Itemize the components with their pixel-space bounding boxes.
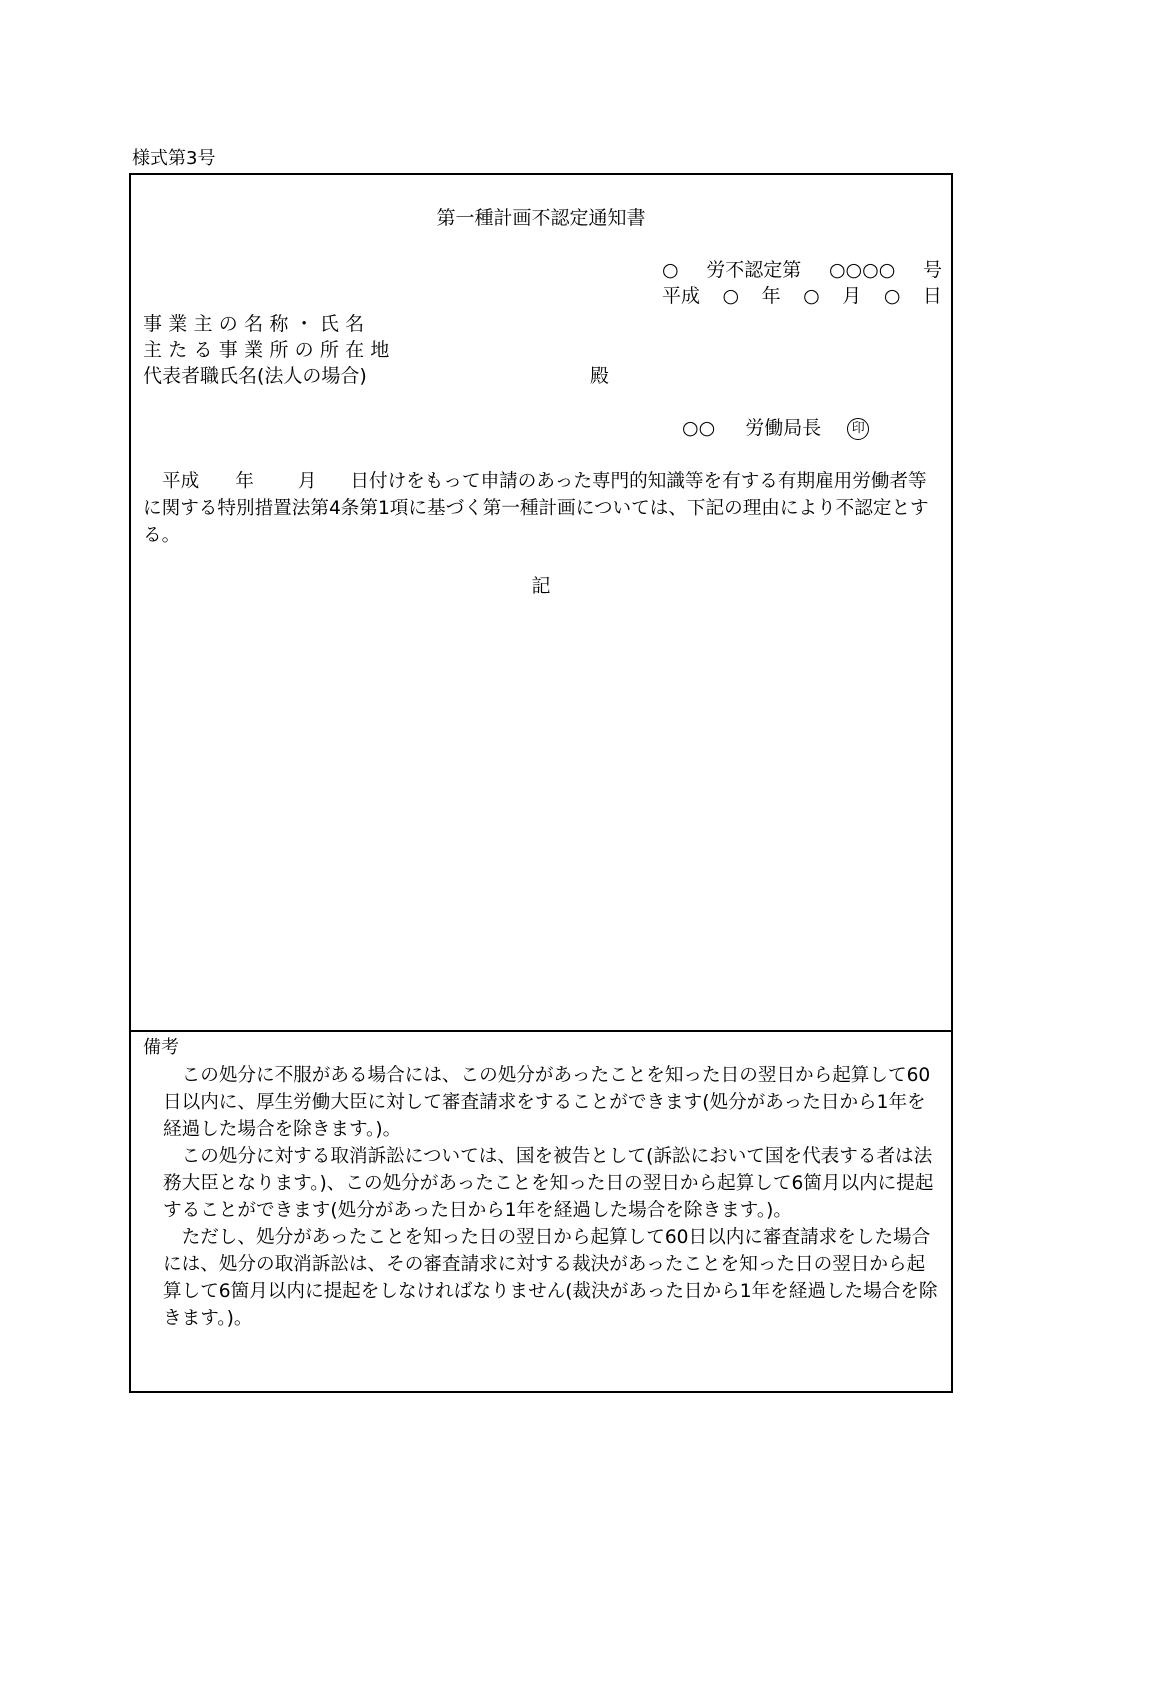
remarks-paragraph-3: ただし、処分があったことを知った日の翌日から起算して60日以内に審査請求をした場合には、処分の取消訴訟は、その審査請求に対する裁決があったことを知った日の翌日から起算して6箇月以内に提起をしなければなりません(裁決があった日から1年を経過した場合を除きます。)。	[163, 1227, 938, 1329]
body-text: 日付けをもって申請のあった専門的知識等を有する有期雇用労働者等に関する特別措置法第4条第1項に基づく第一種計画については、下記の理由により不認定とする。	[143, 471, 929, 546]
notice-date-month-unit: 月	[842, 285, 862, 307]
notice-date-month: ○	[803, 285, 820, 307]
seal-icon: 印	[847, 418, 869, 440]
addressee-block	[143, 311, 396, 389]
addressee-name-label: 事業主の名称・氏名	[143, 313, 371, 335]
ki-label: 記	[531, 575, 551, 597]
remarks-paragraph-2: この処分に対する取消訴訟については、国を被告として(訴訟において国を代表する者は法務大臣となります。)、この処分があったことを知った日の翌日から起算して6箇月以内に提起することができます(処分があった日から1年を経過した場合を除きます。)。	[163, 1146, 934, 1221]
notice-number	[662, 257, 942, 283]
notice-date-year: ○	[722, 285, 740, 307]
notice-date-year-unit: 年	[761, 285, 781, 307]
remarks-heading: 備考	[143, 1037, 179, 1058]
notice-number-suffix: 号	[922, 259, 942, 281]
remarks-body	[163, 1062, 943, 1332]
form-number: 様式第3号	[132, 148, 216, 169]
issuer-title: 労働局長	[745, 417, 822, 439]
addressee-representative-label: 代表者職氏名(法人の場合)	[143, 365, 367, 387]
notice-date-day-unit: 日	[922, 285, 942, 307]
addressee-honorific: 殿	[590, 365, 610, 387]
notice-body	[143, 468, 943, 549]
notice-number-value: ○○○○	[828, 259, 896, 281]
notice-date-day: ○	[883, 285, 901, 307]
body-month-unit: 月	[297, 471, 317, 492]
notice-date	[662, 283, 942, 309]
body-year-unit: 年	[235, 471, 254, 492]
notice-date-era: 平成	[662, 285, 701, 307]
notice-section	[131, 175, 951, 1030]
addressee-address-label: 主たる事業所の所在地	[143, 339, 396, 361]
remarks-section	[131, 1032, 951, 1391]
notice-number-label: 労不認定第	[706, 259, 802, 281]
body-era: 平成	[162, 471, 200, 492]
notice-number-prefix: ○	[662, 259, 679, 281]
remarks-paragraph-1: この処分に不服がある場合には、この処分があったことを知った日の翌日から起算して60日以内に、厚生労働大臣に対して審査請求をすることができます(処分があった日から1年を経過した場合を除きます。)。	[163, 1065, 931, 1140]
document-frame	[129, 173, 953, 1393]
issuer-block	[682, 415, 869, 441]
document-title: 第一種計画不認定通知書	[436, 207, 646, 229]
issuer-prefix: ○○	[682, 417, 716, 439]
